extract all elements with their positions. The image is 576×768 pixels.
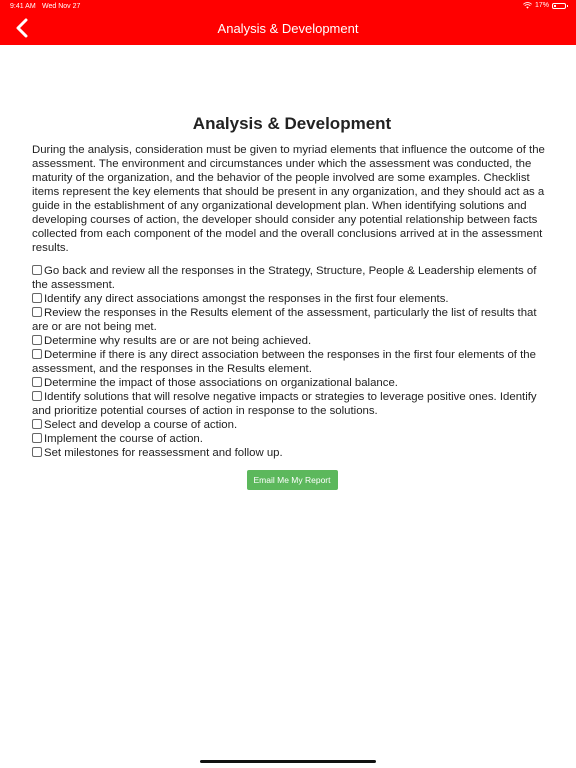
checklist-item xyxy=(32,446,552,460)
checkbox[interactable] xyxy=(32,349,42,359)
checklist-item xyxy=(32,432,552,446)
checklist-item-label: Select and develop a course of action. xyxy=(44,419,238,431)
checklist-item xyxy=(32,376,552,390)
navigation-bar xyxy=(0,0,576,45)
status-time: 9:41 AM xyxy=(10,3,36,10)
checklist-item-label: Determine why results are or are not being achieved. xyxy=(44,335,312,347)
status-indicators xyxy=(523,2,566,9)
checkbox[interactable] xyxy=(32,293,42,303)
checklist-item-label: Implement the course of action. xyxy=(44,433,203,445)
page-title: Analysis & Development xyxy=(192,114,392,133)
status-bar xyxy=(0,0,576,14)
checklist-item xyxy=(32,264,552,292)
checklist-item-label: Go back and review all the responses in the Strategy, Structure, People & Leadership elements of the assessment. xyxy=(32,265,537,291)
battery-icon xyxy=(552,3,566,9)
checklist-item xyxy=(32,418,552,432)
checklist-item-label: Determine if there is any direct association between the responses in the first four elements of the assessment, and the responses in the Results element. xyxy=(32,349,536,375)
nav-title: Analysis & Development xyxy=(217,21,359,36)
checklist-item-label: Set milestones for reassessment and follow up. xyxy=(44,447,283,459)
email-report-button[interactable]: Email Me My Report xyxy=(247,470,338,490)
checklist xyxy=(32,264,552,460)
checklist-item xyxy=(32,334,552,348)
main-content xyxy=(32,114,552,490)
battery-percent: 17% xyxy=(534,2,549,9)
intro-paragraph: During the analysis, consideration must be given to myriad elements that influence the outcome of the assessment. The environment and circumstances under which the assessment was conducted, the maturity of the organization, and the behavior of the people involved are some examples. Checklist items represent the key elements that should be present in any organization, and they should act as a guide in the establishment of any organizational development plan. When identifying solutions and developing courses of action, the developer should consider any potential relationship between facts collected from each component of the model and the overall conclusions arrived at in the assessment results. xyxy=(32,144,545,254)
checkbox[interactable] xyxy=(32,391,42,401)
checklist-item-label: Review the responses in the Results element of the assessment, particularly the list of results that are or are not being met. xyxy=(32,307,537,333)
status-date: Wed Nov 27 xyxy=(42,3,81,10)
checkbox[interactable] xyxy=(32,447,42,457)
checkbox[interactable] xyxy=(32,377,42,387)
checkbox[interactable] xyxy=(32,335,42,345)
checklist-item xyxy=(32,390,552,418)
battery-fill xyxy=(554,5,556,7)
checkbox[interactable] xyxy=(32,307,42,317)
checklist-item xyxy=(32,306,552,334)
checklist-item xyxy=(32,292,552,306)
home-indicator[interactable] xyxy=(200,760,376,763)
checklist-item-label: Identify solutions that will resolve negative impacts or strategies to leverage positive ones. Identify and prioritize potential courses of action in response to the solutions. xyxy=(32,391,537,417)
wifi-icon xyxy=(523,2,532,9)
checklist-item-label: Determine the impact of those associations on organizational balance. xyxy=(44,377,398,389)
checklist-item-label: Identify any direct associations amongst the responses in the first four elements. xyxy=(44,293,449,305)
checkbox[interactable] xyxy=(32,419,42,429)
checklist-item xyxy=(32,348,552,376)
checkbox[interactable] xyxy=(32,265,42,275)
checkbox[interactable] xyxy=(32,433,42,443)
